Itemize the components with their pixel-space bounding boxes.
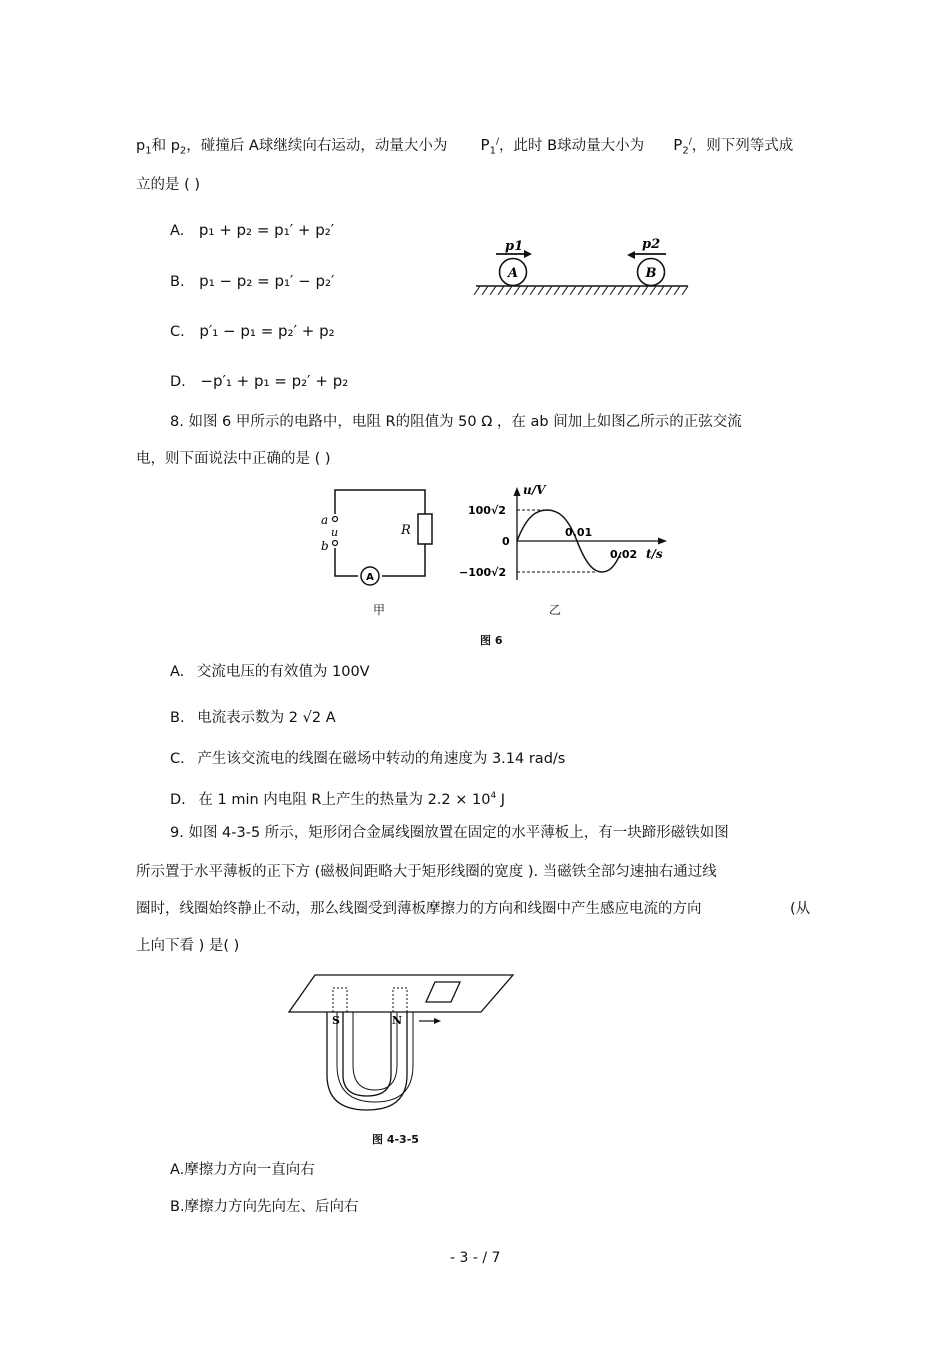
p2-prime-sup: / [688, 137, 692, 147]
q8-line-1: 8. 如图 6 甲所示的电路中，电阻 R的阻值为 50 Ω ，在 ab 间加上如图乙所示的正弦交流 [170, 414, 742, 430]
q9-line-3: 圈时，线圈始终静止不动，那么线圈受到薄板摩擦力的方向和线圈中产生感应电流的方向 [136, 901, 702, 917]
q7-text-a: ，碰撞后 A球继续向右运动，动量大小为 [186, 137, 448, 154]
q9-option-b[interactable]: B.摩擦力方向先向左、后向右 [170, 1199, 359, 1215]
ball-b-label: B [645, 266, 657, 281]
p1-symbol: p [136, 137, 146, 154]
q7-text-b: ，此时 B球动量大小为 [499, 137, 645, 154]
option-expr: −p′₁ + p₁ = p₂′ + p₂ [200, 372, 349, 390]
circuit-caption: 甲 [373, 603, 386, 617]
option-text: 电流表示数为 2 √2 A [197, 710, 336, 726]
terminal-b-label: b [321, 539, 329, 553]
horizontal-plate [289, 975, 513, 1012]
p1-sub: 1 [145, 145, 152, 157]
q9-line-1: 9. 如图 4-3-5 所示，矩形闭合金属线圈放置在固定的水平薄板上，有一块蹄形磁铁如图 [170, 825, 729, 841]
option-label: A. [170, 223, 185, 239]
q8-option-a[interactable] [170, 662, 370, 682]
voltage-u-label: u [331, 526, 339, 539]
q8-option-c[interactable] [170, 749, 565, 769]
exponent: 4 [490, 791, 497, 801]
option-text: 产生该交流电的线圈在磁场中转动的角速度为 3.14 rad/s [197, 751, 566, 767]
y-zero-label: 0 [502, 535, 510, 548]
arrow-right-icon [434, 1018, 441, 1024]
pole-n-label: N [392, 1014, 403, 1027]
figure-4-3-5-caption: 图 4-3-5 [372, 1133, 419, 1146]
option-text: 交流电压的有效值为 100V [196, 664, 370, 680]
graph-caption: 乙 [549, 603, 562, 617]
p2-symbol: p [170, 137, 180, 154]
q7-option-d[interactable] [170, 371, 348, 392]
p1-prime-sub: 1 [489, 145, 496, 157]
option-expr: p′₁ − p₁ = p₂′ + p₂ [199, 322, 335, 340]
option-expr: p₁ + p₂ = p₁′ + p₂′ [198, 221, 335, 239]
y-min-label: −100√2 [459, 566, 507, 579]
magnet-figure [285, 970, 520, 1120]
pole-s-label: S [332, 1014, 340, 1027]
resistor-label: R [401, 523, 411, 538]
p1-prime-symbol: P [480, 135, 490, 154]
q8-line-2: 电，则下面说法中正确的是 ( ) [136, 451, 331, 467]
option-text: 在 1 min 内电阻 R上产生的热量为 2.2 × 10 [198, 791, 491, 808]
sine-graph [455, 482, 670, 582]
x-axis-label: t/s [646, 547, 663, 561]
ammeter-label: A [366, 572, 374, 583]
q7-option-c[interactable] [170, 321, 335, 342]
q8-option-d[interactable] [170, 786, 505, 810]
option-label: B. [170, 710, 185, 726]
p2-arrow-label: p2 [642, 237, 661, 252]
y-axis-label: u/V [523, 483, 546, 497]
tick-t2-label: 0.02 [610, 548, 638, 561]
q9-line-3-end: (从 [790, 901, 811, 917]
q7-option-a[interactable] [170, 220, 334, 241]
ball-a-label: A [507, 266, 519, 281]
arrow-left-icon [627, 251, 635, 259]
option-label: A. [170, 664, 185, 680]
p2-sub: 2 [179, 145, 187, 157]
q9-line-4: 上向下看 ) 是( ) [136, 938, 240, 954]
q8-option-b[interactable] [170, 708, 336, 728]
terminal-a-label: a [321, 513, 329, 527]
p1-arrow-label: p1 [505, 239, 524, 254]
option-expr: p₁ − p₂ = p₁′ − p₂′ [199, 272, 335, 290]
and-word: 和 [151, 137, 167, 154]
q7-line-1 [136, 132, 793, 162]
option-label: D. [170, 791, 186, 808]
resistor [418, 514, 432, 544]
p2-prime-symbol: P [673, 135, 683, 154]
option-label: D. [170, 374, 186, 390]
circuit-figure [310, 478, 440, 588]
option-label: C. [170, 751, 185, 767]
page-number: - 3 - / 7 [450, 1250, 501, 1266]
p2-prime-sub: 2 [682, 145, 689, 157]
q7-text-c: ，则下列等式成 [691, 137, 794, 154]
figure-6-caption: 图 6 [480, 634, 503, 647]
q7-option-b[interactable] [170, 271, 334, 292]
q7-line-2: 立的是 ( ) [136, 177, 201, 193]
tick-t1-label: 0.01 [565, 526, 593, 539]
y-max-label: 100√2 [468, 504, 506, 517]
arrow-right-icon [524, 250, 532, 258]
q9-line-2: 所示置于水平薄板的正下方 (磁极间距略大于矩形线圈的宽度 ). 当磁铁全部匀速抽右通过线 [136, 864, 717, 880]
option-label: C. [170, 324, 185, 340]
option-label: B. [170, 274, 185, 290]
collision-figure [470, 228, 695, 300]
p1-prime-sup: / [495, 137, 500, 147]
q9-option-a[interactable]: A.摩擦力方向一直向右 [170, 1162, 315, 1178]
option-unit: J [496, 791, 506, 808]
